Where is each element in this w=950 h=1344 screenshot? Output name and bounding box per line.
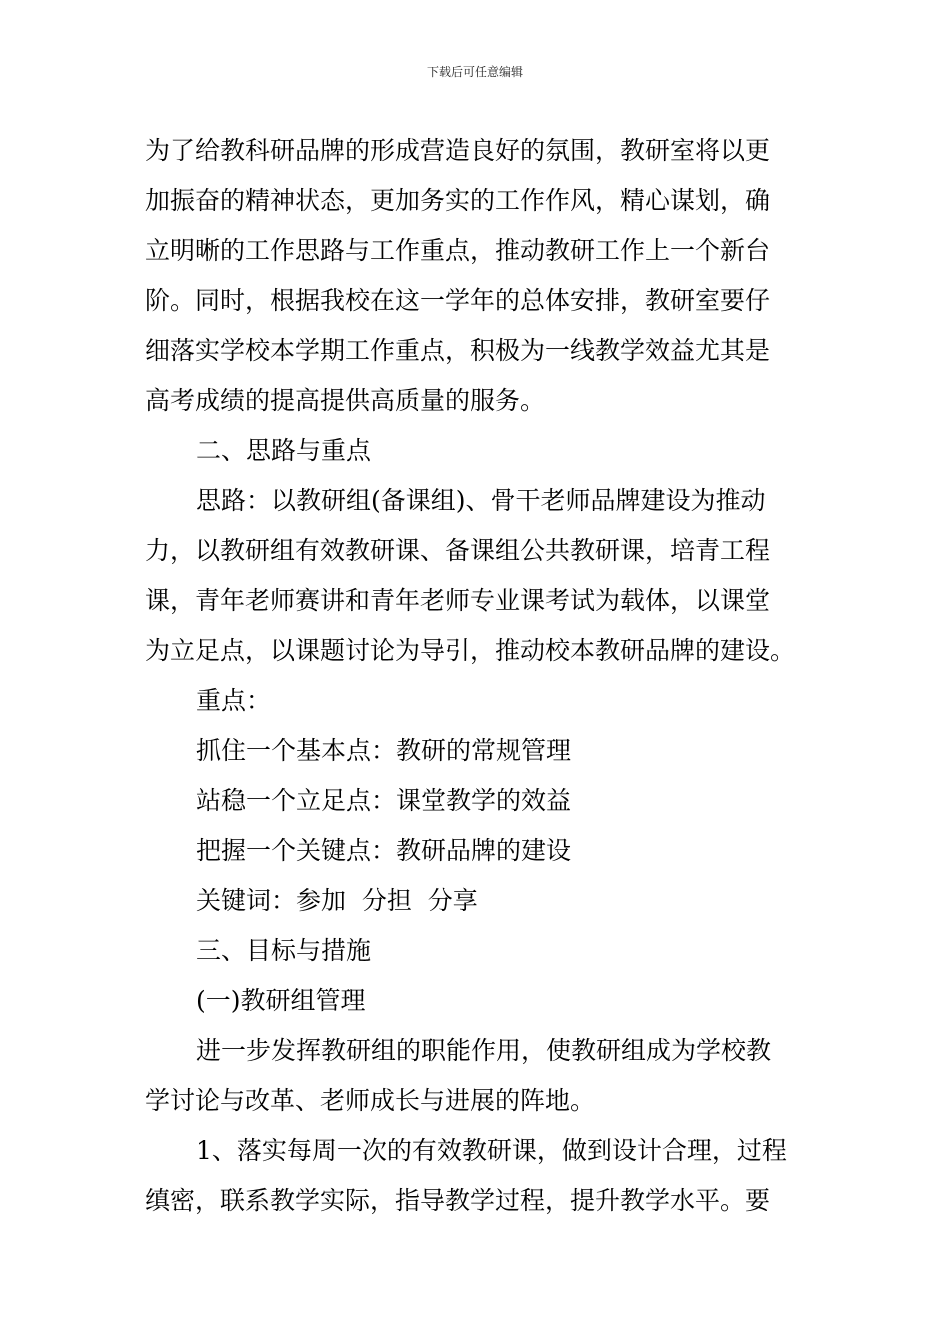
- text-line: 为立足点，以课题讨论为导引，推动校本教研品牌的建设。: [145, 636, 796, 665]
- text-line: 为了给教科研品牌的形成营造良好的氛围，教研室将以更: [145, 136, 771, 165]
- text-line: 1、落实每周一次的有效教研课，做到设计合理，过程: [196, 1136, 787, 1165]
- text-line: 阶。同时，根据我校在这一学年的总体安排，教研室要仔: [145, 286, 771, 315]
- text-line: 重点：: [196, 686, 272, 715]
- text-line: 学讨论与改革、老师成长与进展的阵地。: [145, 1086, 596, 1115]
- section-heading: 二、思路与重点: [196, 436, 372, 465]
- text-line: 力，以教研组有效教研课、备课组公共教研课，培青工程: [145, 536, 771, 565]
- text-line: 立明晰的工作思路与工作重点，推动教研工作上一个新台: [145, 236, 771, 265]
- text-line: 细落实学校本学期工作重点，积极为一线教学效益尤其是: [145, 336, 771, 365]
- keywords-line: 关键词：参加 分担 分享: [196, 886, 478, 915]
- list-item: 站稳一个立足点：课堂教学的效益: [196, 786, 572, 815]
- text-line: 进一步发挥教研组的职能作用，使教研组成为学校教: [196, 1036, 772, 1065]
- text-line: 课，青年老师赛讲和青年老师专业课考试为载体，以课堂: [145, 586, 771, 615]
- text-line: 思路：以教研组(备课组)、骨干老师品牌建设为推动: [196, 486, 766, 515]
- document-body: [145, 126, 807, 1226]
- page-header: 下载后可任意编辑: [426, 65, 523, 79]
- list-item: 抓住一个基本点：教研的常规管理: [196, 736, 572, 765]
- list-item: 把握一个关键点：教研品牌的建设: [196, 836, 572, 865]
- text-line: 高考成绩的提高提供高质量的服务。: [145, 386, 546, 415]
- section-heading: 三、目标与措施: [196, 936, 372, 965]
- text-line: 加振奋的精神状态，更加务实的工作作风，精心谋划，确: [145, 186, 771, 215]
- subsection-heading: (一)教研组管理: [196, 986, 366, 1015]
- text-line: 缜密，联系教学实际，指导教学过程，提升教学水平。要: [145, 1186, 771, 1215]
